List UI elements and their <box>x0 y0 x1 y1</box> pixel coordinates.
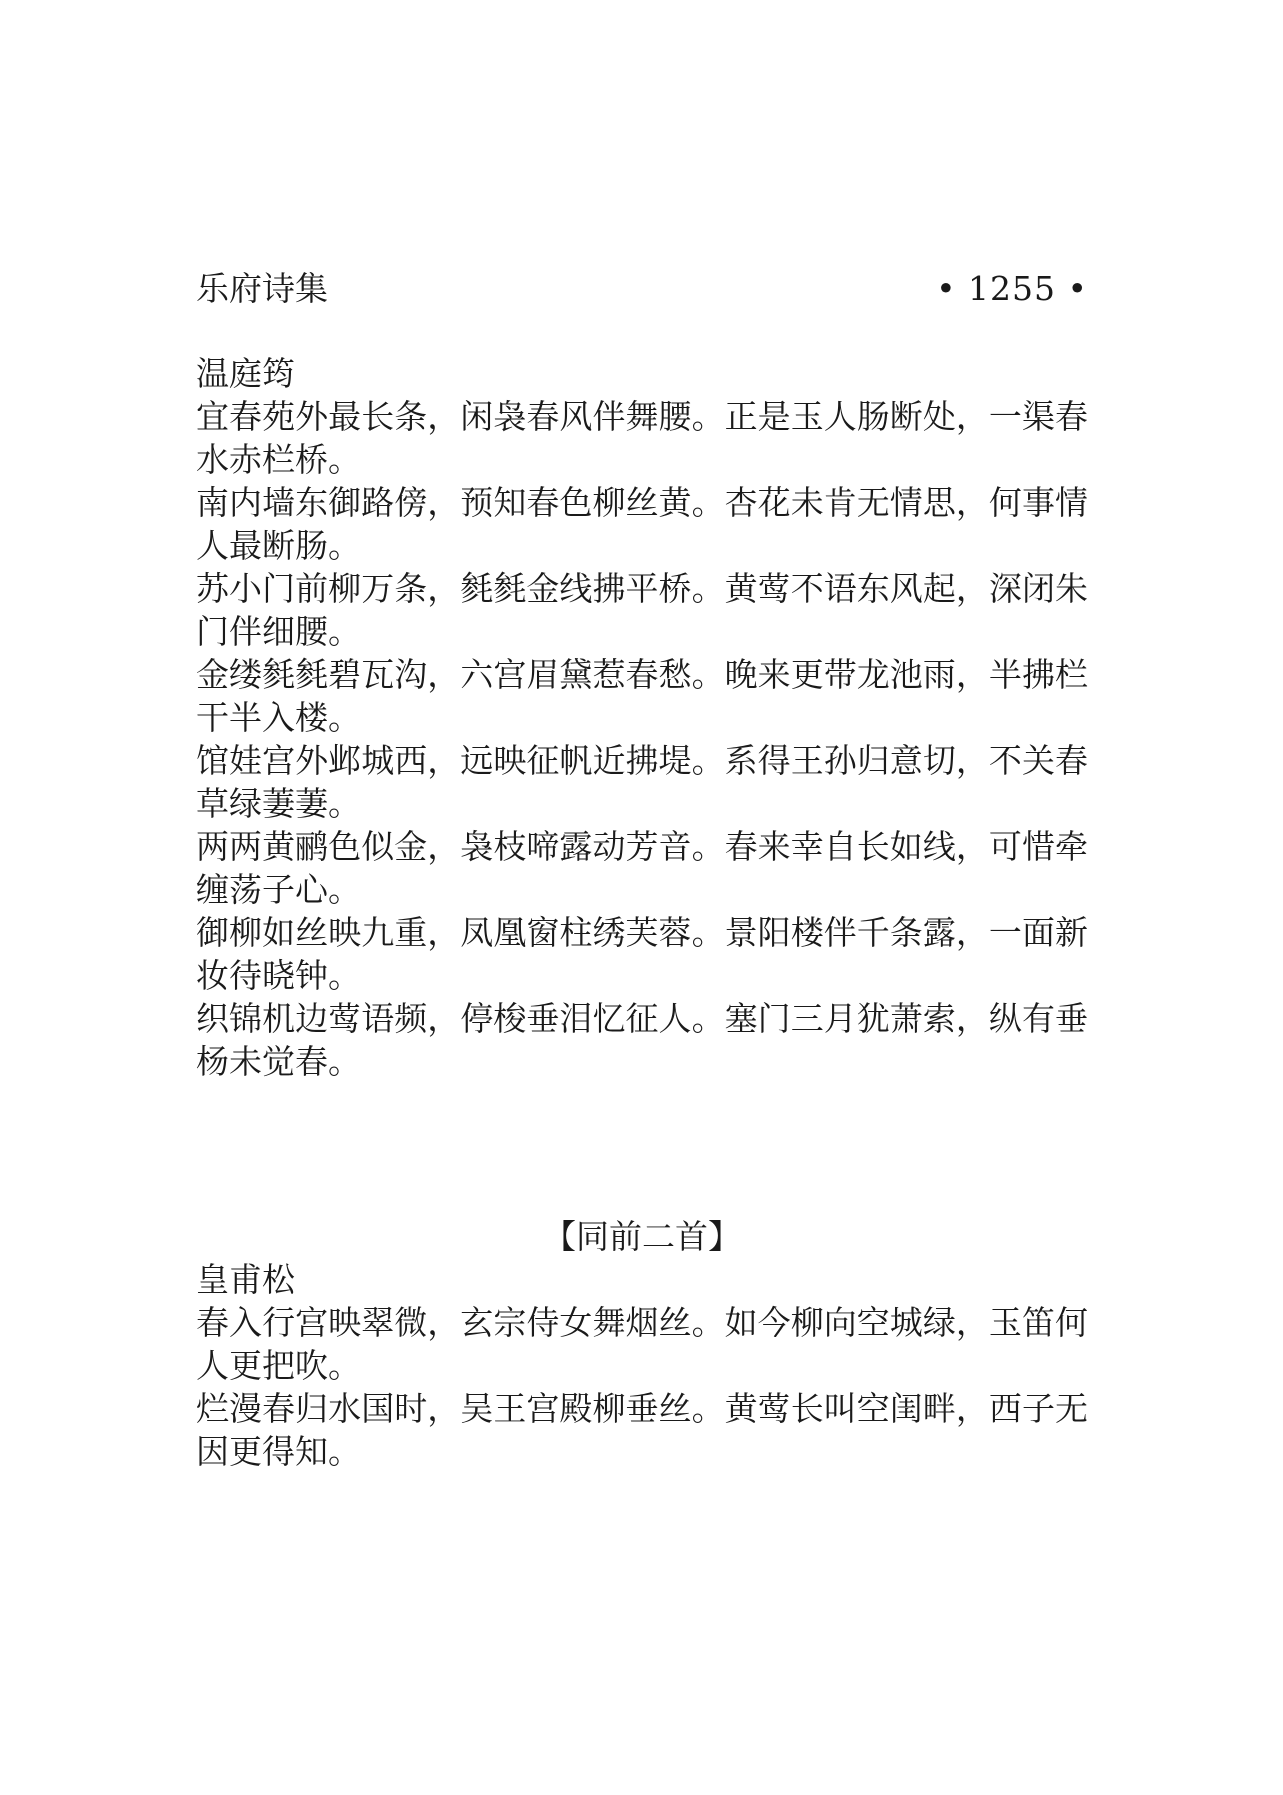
poem-stanza: 苏小门前柳万条，毵毵金线拂平桥。黄莺不语东风起，深闭朱门伴细腰。 <box>196 569 1088 651</box>
book-title: 乐府诗集 <box>196 269 328 308</box>
poem-stanza: 御柳如丝映九重，凤凰窗柱绣芙蓉。景阳楼伴千条露，一面新妆待晓钟。 <box>196 913 1088 995</box>
poem-stanza: 两两黄鹂色似金，袅枝啼露动芳音。春来幸自长如线，可惜牵缠荡子心。 <box>196 827 1088 909</box>
running-header <box>196 268 1088 310</box>
poem-stanza: 织锦机边莺语频，停梭垂泪忆征人。塞门三月犹萧索，纵有垂杨未觉春。 <box>196 999 1088 1081</box>
page-number: • 1255 • <box>936 269 1088 308</box>
document-page <box>196 268 1088 1473</box>
poem-stanza: 南内墙东御路傍，预知春色柳丝黄。杏花未肯无情思，何事情人最断肠。 <box>196 483 1088 565</box>
section-huangfu-song <box>196 1215 1088 1473</box>
author-name: 温庭筠 <box>196 354 295 393</box>
section-heading: 【同前二首】 <box>543 1217 741 1256</box>
poem-stanza: 烂漫春归水国时，吴王宫殿柳垂丝。黄莺长叫空闺畔，西子无因更得知。 <box>196 1389 1088 1471</box>
section-wen-tingyun <box>196 352 1088 1083</box>
poem-stanza: 春入行宫映翠微，玄宗侍女舞烟丝。如今柳向空城绿，玉笛何人更把吹。 <box>196 1303 1088 1385</box>
poem-stanza: 宜春苑外最长条，闲袅春风伴舞腰。正是玉人肠断处，一渠春水赤栏桥。 <box>196 397 1088 479</box>
poem-stanza: 金缕毵毵碧瓦沟，六宫眉黛惹春愁。晚来更带龙池雨，半拂栏干半入楼。 <box>196 655 1088 737</box>
author-name: 皇甫松 <box>196 1260 295 1299</box>
poem-stanza: 馆娃宫外邺城西，远映征帆近拂堤。系得王孙归意切，不关春草绿萋萋。 <box>196 741 1088 823</box>
